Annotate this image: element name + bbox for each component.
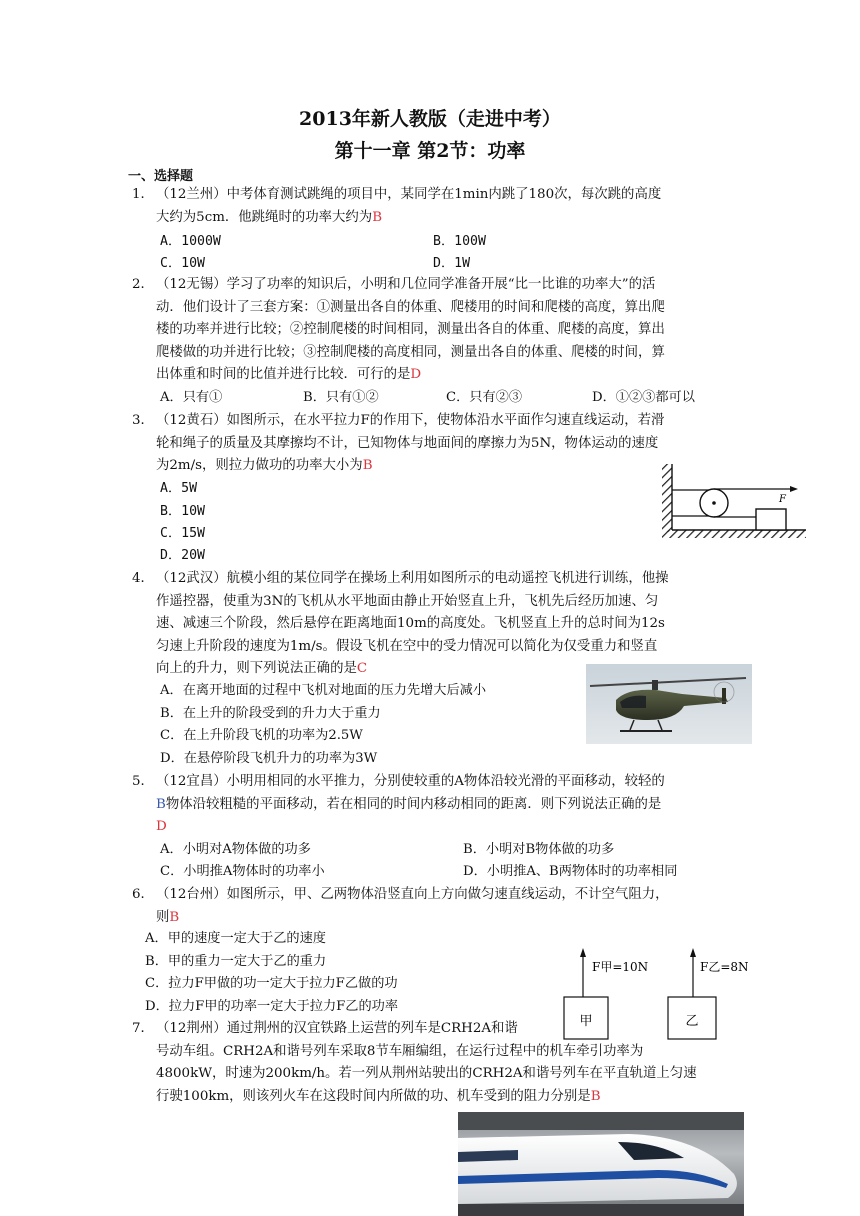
box-yi-label: 乙 xyxy=(685,1014,699,1029)
question-1-line-1: （12兰州）中考体育测试跳绳的项目中，某同学在1min内跳了180次，每次跳的高度 xyxy=(156,187,662,202)
question-4-line-1: （12武汉）航模小组的某位同学在操场上利用如图所示的电动遥控飞机进行训练，他操 xyxy=(156,571,669,586)
question-1-answer: B xyxy=(372,209,383,225)
question-4-line-4: 匀速上升阶段的速度为1m/s。假设飞机在空中的受力情况可以简化为仅受重力和竖直 xyxy=(156,638,658,654)
q6-option-b: B．甲的重力一定大于乙的重力 xyxy=(145,954,327,969)
q2-option-a: A．只有① xyxy=(160,390,223,405)
question-2-line-1: （12无锡）学习了功率的知识后，小明和几位同学准备开展“比一比谁的功率大”的活 xyxy=(156,277,656,292)
q4-option-d: D．在悬停阶段飞机升力的功率为3W xyxy=(160,751,378,766)
question-3-line-3: 为2m/s，则拉力做功的功率大小为 xyxy=(156,458,363,473)
q3-option-d: D．20W xyxy=(160,548,205,563)
question-2-line-2: 动．他们设计了三套方案：①测量出各自的体重、爬楼用的时间和爬楼的高度，算出爬 xyxy=(156,299,665,315)
box-jia-label: 甲 xyxy=(579,1014,593,1029)
q3-option-a: A．5W xyxy=(160,481,198,496)
question-4-line-3: 速、减速三个阶段，然后悬停在距离地面10m的高度处。飞机竖直上升的总时间为12s xyxy=(156,616,665,631)
question-1-line-2: 大约为5cm．他跳绳时的功率大约为 xyxy=(156,209,373,225)
q2-option-d: D．①②③都可以 xyxy=(592,390,695,405)
q3-option-b: B．10W xyxy=(160,504,205,519)
chapter-title: 第十一章 第2节：功率 xyxy=(334,140,526,162)
q5-option-a: A．小明对A物体做的功多 xyxy=(160,842,311,857)
q1-option-d: D．1W xyxy=(433,256,471,271)
q4-option-b: B．在上升的阶段受到的升力大于重力 xyxy=(160,706,381,721)
q5-option-c: C．小明推A物体时的功率小 xyxy=(160,864,325,879)
q5-option-b: B．小明对B物体做的功多 xyxy=(463,842,615,857)
question-7-line-3: 4800kW，时速为200km/h。若一列从荆州站驶出的CRH2A和谐号列车在平直轨道上匀速 xyxy=(156,1066,697,1081)
question-7-answer: B xyxy=(590,1088,601,1104)
document-page: 2013年新人教版（走进中考） 第十一章 第2节：功率 一、选择题 1． （12兰州）中考体育测试跳绳的项目中，某同学在1min内跳了180次，每次跳的高度 大约为5cm．他跳绳时的功率大约为B A．1000W B．100W C．10W D．1W 2． （12无锡）学习了功率的知识后，小明和几位同学准备开展“比一比谁的功率大”的活 动．他们设计了三套方案：①测量出各自的体重、爬楼用的时间和爬楼的高度，算出爬 楼的功率并进行比较；②控制爬楼的时间相同，测量出各自的体重、爬楼的高度，算出 爬楼做的功并进行比较；③控制爬楼的高度相同，测量出各自的体重、爬楼的时间，算 出体重和时间的比值并进行比较．可行的是D A．只有① B．只有①② C．只有②③ D．①②③都可以 3． （12黄石）如图所示，在水平拉力F的作用下，使物体沿水平面作匀速直线运动，若滑 轮和绳子的质量及其摩擦均不计，已知物体与地面间的摩擦力为5N，物体运动的速度 为2m/s，则拉力做功的功率大小为B A．5W B．10W C．15W D．20W F 4． （12武汉）航模小组的某位同学在操场上利用如图所示的电动遥控飞机进行训练，他操 作遥控器，使重为3N的飞机从水平地面由静止开始竖直上升，飞机先后经历加速、匀 速、减速三个阶段，然后悬停在距离地面10m的高度处。飞机竖直上升的总时间为12s 匀速上升阶段的速度为1m/s。假设飞机在空中的受力情况可以简化为仅受重力和竖直 向上的升力，则下列说法正确的是C A．在离开地面的过程中飞机对地面的压力先增大后减小 B．在上升的阶段受到的升力大于重力 C．在上升阶段飞机的功率为2.5W D．在悬停阶段飞机升力的功率为3W 5． （12宜昌）小明用相同的水平推力，分别使较重的A物体沿较光滑的平面移动，较轻的 B物体沿较粗糙的平面移动，若在相同的时间内移动相同的距离．则下列说法正确的是 D A．小明对A物体做的功多 B．小明对B物体做的功多 C．小明推A物体时的功率小 D．小明推A、B两物体时的功率相同 6． （12台州）如图所示，甲、乙两物体沿竖直向上方向做匀速直线运动，不计空气阻力， 则B A．甲的速度一定大于乙的速度 B．甲的重力一定大于乙的重力 C．拉力F甲做的功一定大于拉力F乙做的功 D．拉力F甲的功率一定大于拉力F乙的功率 F甲=10N F乙=8N 甲 乙 7． （12荆州）通过荆州的汉宜铁路上运营的列车是CRH2A和谐 号动车组。CRH2A和谐号列车采取8节车厢编组，在运行过程中的机车牵引功率为 4800kW，时速为200km/h。若一列从荆州站驶出的CRH2A和谐号列车在平直轨道上匀速 行驶100km，则该列火车在这段时间内所做的功、机车受到的阻力分别是B xyxy=(0,0,860,1216)
document-title: 2013年新人教版（走进中考） xyxy=(299,108,561,130)
q2-option-c: C．只有②③ xyxy=(446,390,523,405)
question-2-line-3: 楼的功率并进行比较；②控制爬楼的时间相同，测量出各自的体重、爬楼的高度，算出 xyxy=(156,322,665,337)
ground-hatch xyxy=(662,530,806,538)
q6-option-d: D．拉力F甲的功率一定大于拉力F乙的功率 xyxy=(145,999,399,1014)
question-4-answer: C xyxy=(356,661,368,676)
question-5-line-1: （12宜昌）小明用相同的水平推力，分别使较重的A物体沿较光滑的平面移动，较轻的 xyxy=(156,774,665,789)
q6-option-c: C．拉力F甲做的功一定大于拉力F乙做的功 xyxy=(145,976,398,991)
q4-option-a: A．在离开地面的过程中飞机对地面的压力先增大后减小 xyxy=(160,683,487,698)
question-5-b-label: B xyxy=(156,796,166,812)
question-6-line-1: （12台州）如图所示，甲、乙两物体沿竖直向上方向做匀速直线运动，不计空气阻力， xyxy=(156,887,669,902)
pulley-diagram xyxy=(660,462,808,540)
question-2-line-4: 爬楼做的功并进行比较；③控制爬楼的高度相同，测量出各自的体重、爬楼的时间，算 xyxy=(156,344,665,360)
question-7-line-2: 号动车组。CRH2A和谐号列车采取8节车厢编组，在运行过程中的机车牵引功率为 xyxy=(156,1043,644,1059)
question-2-answer: D xyxy=(410,367,422,382)
q5-option-d: D．小明推A、B两物体时的功率相同 xyxy=(463,864,678,879)
question-4-line-2: 作遥控器，使重为3N的飞机从水平地面由静止开始竖直上升，飞机先后经历加速、匀 xyxy=(156,593,659,609)
question-6-answer: B xyxy=(169,909,180,925)
force-label-jia: F甲=10N xyxy=(592,960,649,974)
force-label-yi: F乙=8N xyxy=(700,960,749,974)
wall-hatch xyxy=(662,464,672,532)
question-7-line-1: （12荆州）通过荆州的汉宜铁路上运营的列车是CRH2A和谐 xyxy=(156,1021,518,1036)
question-5-answer: D xyxy=(156,819,167,834)
question-5-line-2: 物体沿较粗糙的平面移动，若在相同的时间内移动相同的距离．则下列说法正确的是 xyxy=(165,796,662,812)
question-3-answer: B xyxy=(362,458,373,473)
question-4-line-5: 向上的升力，则下列说法正确的是 xyxy=(156,661,357,676)
q1-option-c: C．10W xyxy=(160,256,205,271)
q1-option-b: B．100W xyxy=(433,234,486,249)
q1-option-a: A．1000W xyxy=(160,234,221,249)
helicopter-photo xyxy=(586,664,752,744)
q4-option-c: C．在上升阶段飞机的功率为2.5W xyxy=(160,728,363,743)
section-heading: 一、选择题 xyxy=(128,169,194,184)
question-6-line-2: 则 xyxy=(156,909,170,925)
force-label: F xyxy=(779,494,786,505)
question-7-line-4: 行驶100km，则该列火车在这段时间内所做的功、机车受到的阻力分别是 xyxy=(156,1088,591,1104)
question-2-line-5: 出体重和时间的比值并进行比较．可行的是 xyxy=(156,367,411,382)
q3-option-c: C．15W xyxy=(160,526,205,541)
q6-option-a: A．甲的速度一定大于乙的速度 xyxy=(145,931,326,946)
question-3-line-1: （12黄石）如图所示，在水平拉力F的作用下，使物体沿水平面作匀速直线运动，若滑 xyxy=(156,413,665,428)
object-block xyxy=(756,509,786,530)
question-3-line-2: 轮和绳子的质量及其摩擦均不计，已知物体与地面间的摩擦力为5N，物体运动的速度 xyxy=(156,435,659,451)
train-photo xyxy=(458,1112,744,1216)
q2-option-b: B．只有①② xyxy=(303,390,379,405)
